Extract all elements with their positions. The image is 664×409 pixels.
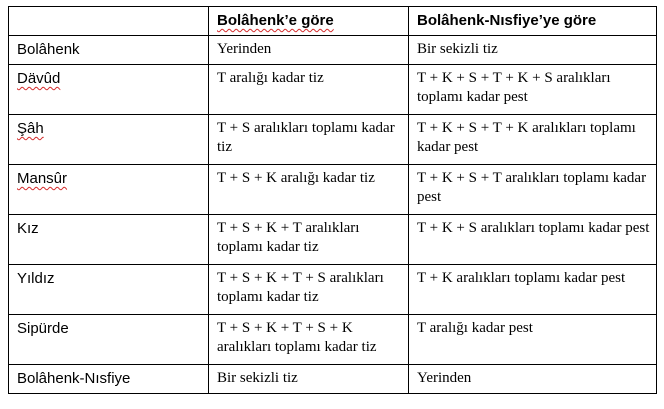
row-name-cell — [9, 165, 209, 215]
table-row — [9, 165, 657, 215]
row-name-cell: Yıldız — [9, 265, 209, 315]
row-cell-bolahenk: T aralığı kadar tiz — [209, 65, 409, 115]
row-cell-nisfiye: T + K + S aralıkları toplamı kadar pest — [409, 215, 657, 265]
row-name-cell: Kız — [9, 215, 209, 265]
table-row — [9, 115, 657, 165]
row-cell-bolahenk: T + S + K aralığı kadar tiz — [209, 165, 409, 215]
table-header-row — [9, 7, 657, 36]
header-bolahenk — [209, 7, 409, 36]
row-cell-bolahenk: T + S + K + T + S aralıkları toplamı kadar tiz — [209, 265, 409, 315]
row-name-label: Dävûd — [17, 70, 61, 87]
row-name-cell: Bolâhenk-Nısfiye — [9, 365, 209, 394]
row-name-label: Mansûr — [17, 170, 68, 187]
header-bolahenk-nisfiye: Bolâhenk-Nısfiye’ye göre — [409, 7, 657, 36]
table-row — [9, 365, 657, 394]
pitch-comparison-table — [8, 6, 657, 394]
row-cell-bolahenk: T + S + K + T aralıkları toplamı kadar tiz — [209, 215, 409, 265]
table-row — [9, 315, 657, 365]
row-cell-nisfiye: T + K aralıkları toplamı kadar pest — [409, 265, 657, 315]
row-cell-bolahenk: Bir sekizli tiz — [209, 365, 409, 394]
row-cell-nisfiye: T aralığı kadar pest — [409, 315, 657, 365]
table-row — [9, 215, 657, 265]
row-name-cell: Bolâhenk — [9, 36, 209, 65]
row-cell-nisfiye: T + K + S + T + K + S aralıkları toplamı kadar pest — [409, 65, 657, 115]
row-cell-bolahenk: T + S + K + T + S + K aralıkları toplamı kadar tiz — [209, 315, 409, 365]
row-cell-nisfiye: Bir sekizli tiz — [409, 36, 657, 65]
row-name-cell — [9, 65, 209, 115]
table-row — [9, 65, 657, 115]
row-name-label: Şâh — [17, 120, 44, 137]
row-cell-nisfiye: Yerinden — [409, 365, 657, 394]
row-cell-nisfiye: T + K + S + T + K aralıkları toplamı kadar pest — [409, 115, 657, 165]
header-bolahenk-label: Bolâhenk’e göre — [217, 12, 334, 29]
row-name-cell: Sipürde — [9, 315, 209, 365]
row-name-cell — [9, 115, 209, 165]
header-empty-cell — [9, 7, 209, 36]
row-cell-bolahenk: T + S aralıkları toplamı kadar tiz — [209, 115, 409, 165]
table-row — [9, 265, 657, 315]
row-cell-bolahenk: Yerinden — [209, 36, 409, 65]
row-cell-nisfiye: T + K + S + T aralıkları toplamı kadar pest — [409, 165, 657, 215]
table-row — [9, 36, 657, 65]
